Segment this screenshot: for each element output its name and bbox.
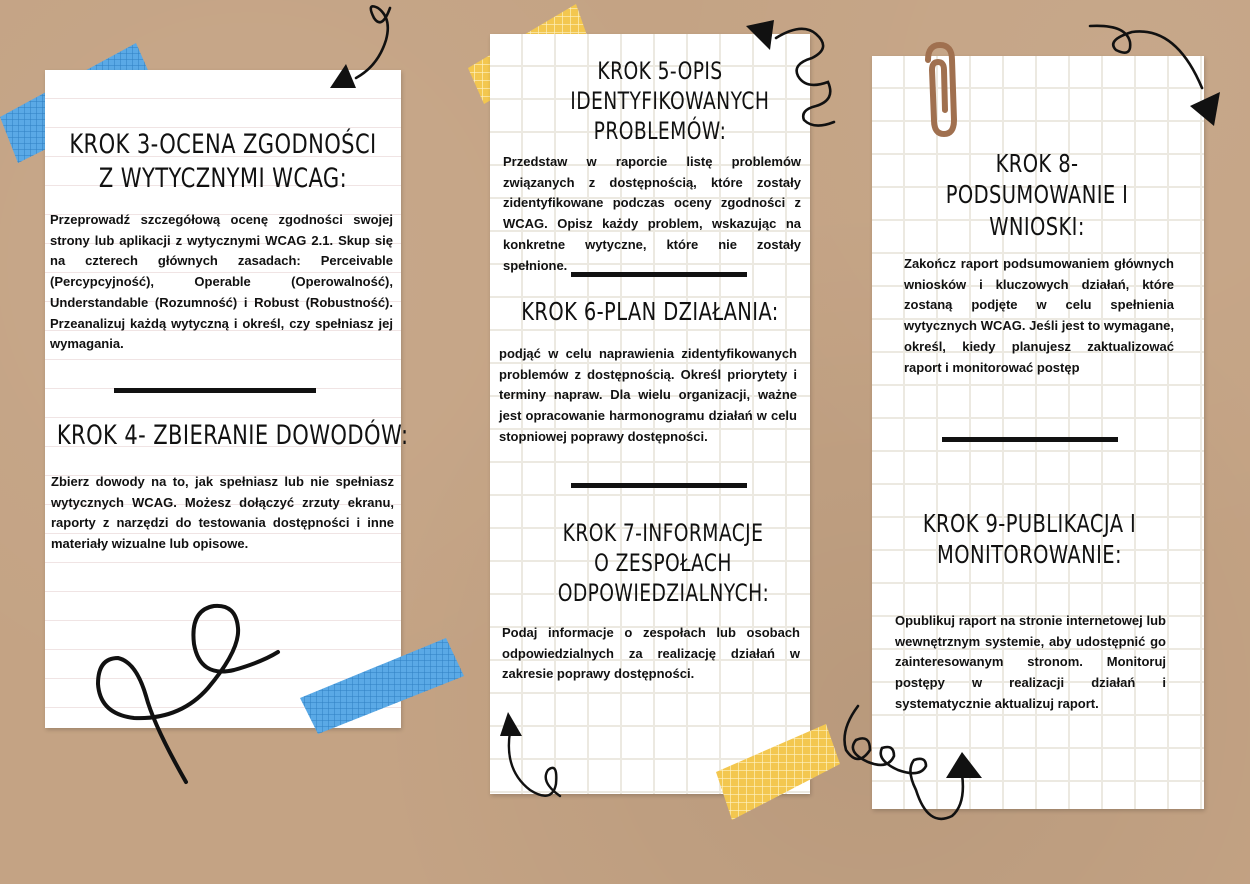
divider — [114, 388, 316, 393]
blue-washi-tape-bottom — [298, 636, 468, 736]
spiral-arrow-icon — [742, 2, 842, 132]
step-7-text: Podaj informacje o zespołach lub osobach odpowiedzialnych za realizację działań w zakresie poprawy dostępności. — [502, 625, 800, 682]
loop-arrow-icon — [836, 704, 996, 834]
hook-arrow-icon — [494, 710, 574, 810]
step-4-title: KROK 4- ZBIERANIE DOWODÓW: — [56, 420, 409, 451]
step-9-text: Opublikuj raport na stronie internetowej lub wewnętrznym systemie, aby udostępnić go zainteresowanym stronom. Monitoruj postępy w realizacji działań i systematycznie aktualizuj raport. — [895, 613, 1166, 711]
divider — [571, 483, 747, 488]
step-3-text: Przeprowadź szczegółową ocenę zgodności swojej strony lub aplikacji z wytycznymi WCAG 2.1. Skup się na czterech głównych zasadach: Perceivable (Percypcyjność), Operable (Operowalność), Understandable (Rozumność) i Robust (Robustność). Przeanalizuj każdą wytyczną i określ, czy spełniasz jej wymagania. — [50, 212, 393, 352]
step-8-text: Zakończ raport podsumowaniem głównych wniosków i kluczowych działań, które zostaną podjęte w celu spełnienia wytycznych WCAG. Jeśli jest to wymagane, określ, kiedy planujesz zaktualizować raport i monitorować postęp — [904, 256, 1174, 375]
step-8-title: KROK 8-PODSUMOWANIE I WNIOSKI: — [945, 149, 1129, 241]
step-6-title: KROK 6-PLAN DZIAŁANIA: — [521, 297, 779, 326]
step-9-title: KROK 9-PUBLIKACJA I MONITOROWANIE: — [922, 509, 1137, 570]
loop-squiggle-icon — [90, 596, 290, 796]
card-steps-5-7 — [490, 34, 810, 794]
step-5-text: Przedstaw w raporcie listę problemów związanych z dostępnością, które zostały zidentyfikowane podczas oceny zgodności z WCAG. Opisz każdy problem, wskazując na konkretne wytyczne, które nie zostały spełnione. — [503, 154, 801, 273]
step-5-title: KROK 5-OPIS IDENTYFIKOWANYCH PROBLEMÓW: — [570, 57, 770, 145]
divider — [571, 272, 747, 277]
curved-arrow-icon — [1086, 20, 1226, 130]
step-7-title: KROK 7-INFORMACJE O ZESPOŁACH ODPOWIEDZIALNYCH: — [557, 519, 770, 607]
yellow-washi-tape-bottom — [714, 722, 842, 822]
step-4-text: Zbierz dowody na to, jak spełniasz lub nie spełniasz wytycznych WCAG. Możesz dołączyć zrzuty ekranu, raporty z narzędzi do testowania dostępności i inne materiały wizualne lub opisowe. — [51, 474, 394, 552]
step-3-title: KROK 3-OCENA ZGODNOŚCI Z WYTYCZNYMI WCAG: — [69, 129, 377, 194]
curly-arrow-icon — [320, 0, 400, 95]
card-steps-8-9 — [872, 56, 1204, 809]
step-6-text: podjąć w celu naprawienia zidentyfikowanych problemów z dostępnością. Określ priorytety i terminy napraw. Dla wielu organizacji, ważne jest opracowanie harmonogramu działań w celu stopniowej poprawy dostępności. — [499, 346, 797, 444]
divider — [942, 437, 1118, 442]
paperclip-icon — [914, 40, 974, 140]
